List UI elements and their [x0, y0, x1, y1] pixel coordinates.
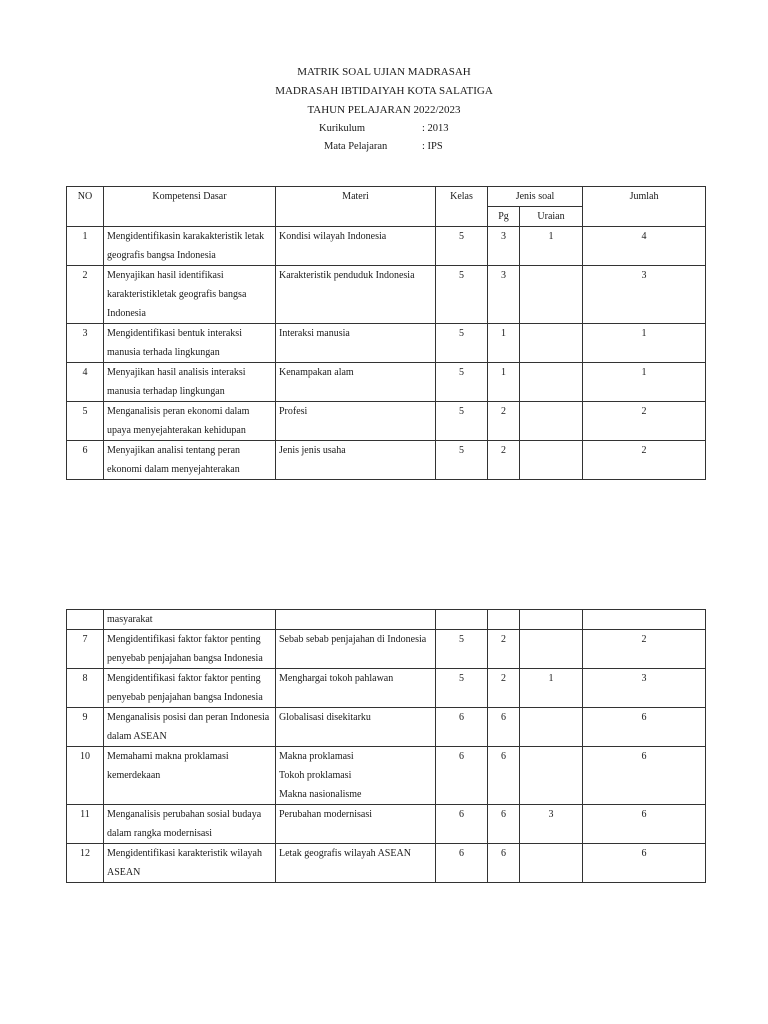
cell-kompetensi-dasar: Memahami makna proklamasi kemerdekaan: [104, 747, 276, 805]
cell-jumlah: 2: [583, 441, 706, 480]
cell-kompetensi-dasar: Mengidentifikasi faktor faktor penting penyebab penjajahan bangsa Indonesia: [104, 669, 276, 708]
table-row: [67, 324, 706, 363]
kurikulum-value: : 2013: [422, 123, 449, 134]
matrix-table-page-2: [66, 609, 706, 883]
table-row: [67, 708, 706, 747]
cell-kompetensi-dasar: Menyajikan analisi tentang peran ekonomi dalam menyejahterakan: [104, 441, 276, 480]
cell-uraian: [520, 363, 583, 402]
cell-uraian: 1: [520, 227, 583, 266]
cell-kompetensi-dasar: Mengidentifikasi karakteristik wilayah ASEAN: [104, 844, 276, 883]
cell-kelas: 5: [436, 630, 488, 669]
cell-jumlah: 6: [583, 805, 706, 844]
cell-pg: 2: [488, 441, 520, 480]
cell-uraian: [520, 324, 583, 363]
cell-jumlah: 1: [583, 363, 706, 402]
table-row: [67, 844, 706, 883]
table-row: [67, 363, 706, 402]
cell-no: 8: [67, 669, 104, 708]
table-row: [67, 669, 706, 708]
cell-no: 5: [67, 402, 104, 441]
table-row: [67, 747, 706, 805]
cell-kompetensi-dasar: Menganalisis posisi dan peran Indonesia dalam ASEAN: [104, 708, 276, 747]
cell-kompetensi-dasar: Menyajikan hasil identifikasi karakteristikletak geografis bangsa Indonesia: [104, 266, 276, 324]
cell-uraian: [520, 441, 583, 480]
mapel-value: : IPS: [422, 141, 443, 152]
title-line-2: MADRASAH IBTIDAIYAH KOTA SALATIGA: [275, 85, 493, 97]
cell-pg: 6: [488, 805, 520, 844]
cell-kelas: 5: [436, 402, 488, 441]
cell-uraian: [520, 402, 583, 441]
cell-kompetensi-dasar: Mengidentifikasi bentuk interaksi manusia terhada lingkungan: [104, 324, 276, 363]
kurikulum-label: Kurikulum: [319, 123, 366, 134]
header-jenis-soal: Jenis soal: [488, 187, 583, 207]
cell-kompetensi-dasar: Mengidentifikasin karakakteristik letak geografis bangsa Indonesia: [104, 227, 276, 266]
cell-kompetensi-dasar: Menganalisis peran ekonomi dalam upaya menyejahterakan kehidupan: [104, 402, 276, 441]
cell-no: 2: [67, 266, 104, 324]
table-row: [67, 402, 706, 441]
table-row: [67, 610, 706, 630]
header-pg: Pg: [488, 207, 520, 227]
cell-materi: Letak geografis wilayah ASEAN: [276, 844, 436, 883]
cell-kelas: [436, 610, 488, 630]
table-row: [67, 227, 706, 266]
cell-no: 10: [67, 747, 104, 805]
cell-kelas: 5: [436, 266, 488, 324]
cell-jumlah: 6: [583, 747, 706, 805]
cell-kompetensi-dasar: Menganalisis perubahan sosial budaya dalam rangka modernisasi: [104, 805, 276, 844]
cell-materi: Interaksi manusia: [276, 324, 436, 363]
cell-kompetensi-dasar: Mengidentifikasi faktor faktor penting penyebab penjajahan bangsa Indonesia: [104, 630, 276, 669]
cell-no: 6: [67, 441, 104, 480]
cell-pg: 6: [488, 747, 520, 805]
cell-jumlah: 2: [583, 630, 706, 669]
cell-jumlah: 3: [583, 669, 706, 708]
cell-jumlah: 2: [583, 402, 706, 441]
cell-kelas: 5: [436, 441, 488, 480]
cell-no: 1: [67, 227, 104, 266]
cell-uraian: 3: [520, 805, 583, 844]
cell-kelas: 6: [436, 805, 488, 844]
cell-pg: 3: [488, 227, 520, 266]
cell-no: 4: [67, 363, 104, 402]
header-materi: Materi: [276, 187, 436, 227]
cell-kompetensi-dasar: masyarakat: [104, 610, 276, 630]
header-uraian: Uraian: [520, 207, 583, 227]
table-row: [67, 441, 706, 480]
cell-no: [67, 610, 104, 630]
cell-materi: Sebab sebab penjajahan di Indonesia: [276, 630, 436, 669]
cell-pg: 6: [488, 708, 520, 747]
cell-no: 11: [67, 805, 104, 844]
table-row: [67, 630, 706, 669]
cell-pg: 6: [488, 844, 520, 883]
cell-materi: Menghargai tokoh pahlawan: [276, 669, 436, 708]
cell-kelas: 6: [436, 844, 488, 883]
cell-materi: Karakteristik penduduk Indonesia: [276, 266, 436, 324]
header-kelas: Kelas: [436, 187, 488, 227]
cell-no: 9: [67, 708, 104, 747]
cell-pg: 2: [488, 630, 520, 669]
cell-kelas: 5: [436, 227, 488, 266]
cell-pg: [488, 610, 520, 630]
cell-pg: 3: [488, 266, 520, 324]
cell-materi: Globalisasi disekitarku: [276, 708, 436, 747]
cell-pg: 1: [488, 363, 520, 402]
cell-jumlah: [583, 610, 706, 630]
cell-no: 7: [67, 630, 104, 669]
cell-materi: Jenis jenis usaha: [276, 441, 436, 480]
cell-jumlah: 6: [583, 708, 706, 747]
cell-pg: 2: [488, 669, 520, 708]
cell-uraian: [520, 844, 583, 883]
cell-kelas: 6: [436, 747, 488, 805]
cell-uraian: [520, 708, 583, 747]
cell-uraian: [520, 610, 583, 630]
cell-pg: 1: [488, 324, 520, 363]
cell-pg: 2: [488, 402, 520, 441]
header-no: NO: [67, 187, 104, 227]
cell-uraian: [520, 630, 583, 669]
header-kompetensi-dasar: Kompetensi Dasar: [104, 187, 276, 227]
cell-materi: Perubahan modernisasi: [276, 805, 436, 844]
cell-uraian: 1: [520, 669, 583, 708]
cell-materi: Kenampakan alam: [276, 363, 436, 402]
mapel-label: Mata Pelajaran: [324, 141, 388, 152]
cell-jumlah: 6: [583, 844, 706, 883]
cell-jumlah: 4: [583, 227, 706, 266]
cell-kelas: 5: [436, 363, 488, 402]
cell-jumlah: 3: [583, 266, 706, 324]
cell-jumlah: 1: [583, 324, 706, 363]
cell-uraian: [520, 747, 583, 805]
cell-no: 12: [67, 844, 104, 883]
cell-kompetensi-dasar: Menyajikan hasil analisis interaksi manusia terhadap lingkungan: [104, 363, 276, 402]
title-line-1: MATRIK SOAL UJIAN MADRASAH: [297, 66, 471, 78]
table-row: [67, 805, 706, 844]
cell-kelas: 5: [436, 669, 488, 708]
cell-kelas: 5: [436, 324, 488, 363]
cell-materi: Makna proklamasi Tokoh proklamasi Makna nasionalisme: [276, 747, 436, 805]
table-row: [67, 266, 706, 324]
title-line-3: TAHUN PELAJARAN 2022/2023: [307, 104, 461, 116]
matrix-table-page-1: [66, 186, 706, 480]
cell-no: 3: [67, 324, 104, 363]
cell-materi: Profesi: [276, 402, 436, 441]
cell-materi: Kondisi wilayah Indonesia: [276, 227, 436, 266]
cell-materi: [276, 610, 436, 630]
cell-kelas: 6: [436, 708, 488, 747]
header-jumlah: Jumlah: [583, 187, 706, 227]
cell-uraian: [520, 266, 583, 324]
